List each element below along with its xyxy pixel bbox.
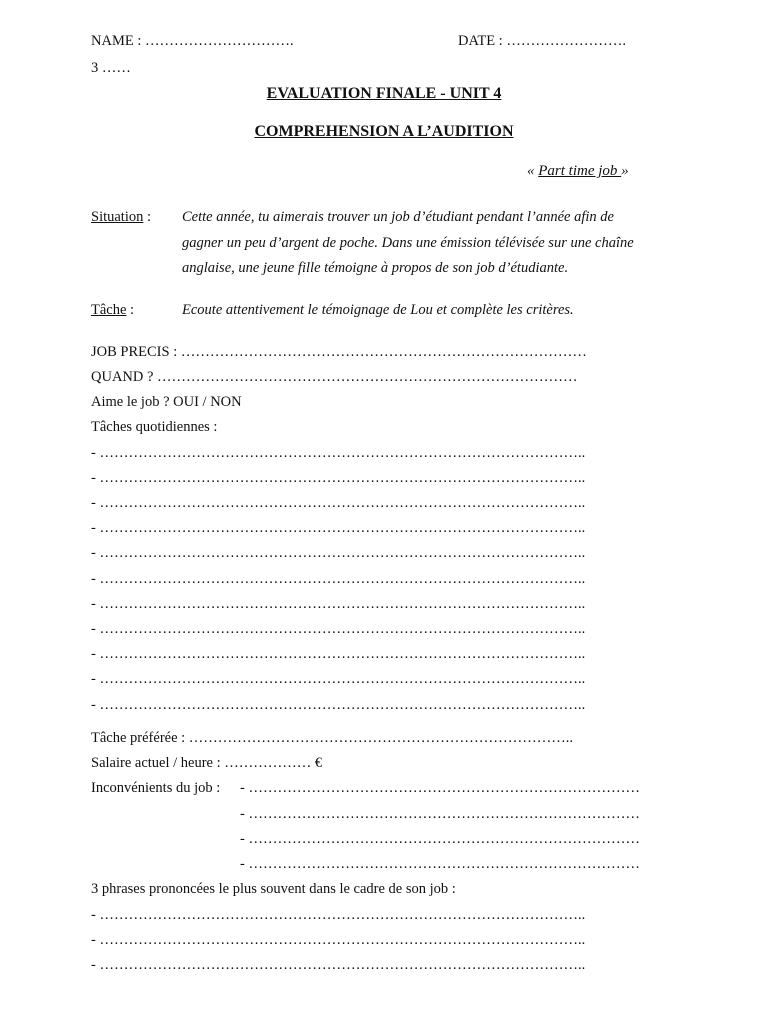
part-title: Part time job [538,163,622,179]
tache-line-5[interactable]: - ……………………………………………………………………………………….. [91,545,586,561]
tache-line-10[interactable]: - ……………………………………………………………………………………….. [91,671,586,687]
tache-line-7[interactable]: - ……………………………………………………………………………………….. [91,596,586,612]
tache-line-1[interactable]: - ……………………………………………………………………………………….. [91,445,586,461]
situation-text-line-3: anglaise, une jeune fille témoigne à propos de son job d’étudiante. [182,260,569,276]
tache-line-11[interactable]: - ……………………………………………………………………………………….. [91,697,586,713]
tache-preferee-field[interactable]: Tâche préférée : …………………………………………………………………….. [91,730,574,746]
page-subtitle: COMPREHENSION A L’AUDITION [254,123,514,140]
phrase-line-2[interactable]: - ……………………………………………………………………………………….. [91,932,586,948]
tache-line-4[interactable]: - ……………………………………………………………………………………….. [91,520,586,536]
name-field[interactable]: NAME : …………………………. [91,33,294,49]
part-heading [527,162,629,180]
taches-label: Tâches quotidiennes : [91,419,218,435]
task-label: Tâche : [91,302,135,318]
salaire-field[interactable]: Salaire actuel / heure : ……………… € [91,755,323,771]
phrase-line-1[interactable]: - ……………………………………………………………………………………….. [91,907,586,923]
quand-field[interactable]: QUAND ? …………………………………………………………………………… [91,369,578,385]
class-field[interactable]: 3 …… [91,60,131,76]
tache-line-2[interactable]: - ……………………………………………………………………………………….. [91,470,586,486]
inconvenient-line-3[interactable]: - ……………………………………………………………………… [240,831,640,847]
date-field[interactable]: DATE : ……………………. [458,33,626,49]
tache-line-3[interactable]: - ……………………………………………………………………………………….. [91,495,586,511]
tache-line-9[interactable]: - ……………………………………………………………………………………….. [91,646,586,662]
inconvenient-line-2[interactable]: - ……………………………………………………………………… [240,806,640,822]
job-precis-field[interactable]: JOB PRECIS : ………………………………………………………………………… [91,344,587,360]
phrases-label: 3 phrases prononcées le plus souvent dans le cadre de son job : [91,881,456,897]
inconvenients-label: Inconvénients du job : [91,780,221,796]
aime-job-question[interactable]: Aime le job ? OUI / NON [91,394,242,410]
task-text: Ecoute attentivement le témoignage de Lou et complète les critères. [182,302,574,318]
inconvenient-line-4[interactable]: - ……………………………………………………………………… [240,856,640,872]
inconvenient-line-1[interactable]: - ……………………………………………………………………… [240,780,640,796]
page-title: EVALUATION FINALE - UNIT 4 [266,85,502,102]
situation-label: Situation : [91,209,152,225]
part-open-quote: « [527,163,539,179]
situation-text-line-2: gagner un peu d’argent de poche. Dans une émission télévisée sur une chaîne [182,235,634,251]
part-close-quote: » [621,163,629,179]
tache-line-8[interactable]: - ……………………………………………………………………………………….. [91,621,586,637]
tache-line-6[interactable]: - ……………………………………………………………………………………….. [91,571,586,587]
phrase-line-3[interactable]: - ……………………………………………………………………………………….. [91,957,586,973]
situation-text-line-1: Cette année, tu aimerais trouver un job d’étudiant pendant l’année afin de [182,209,614,225]
